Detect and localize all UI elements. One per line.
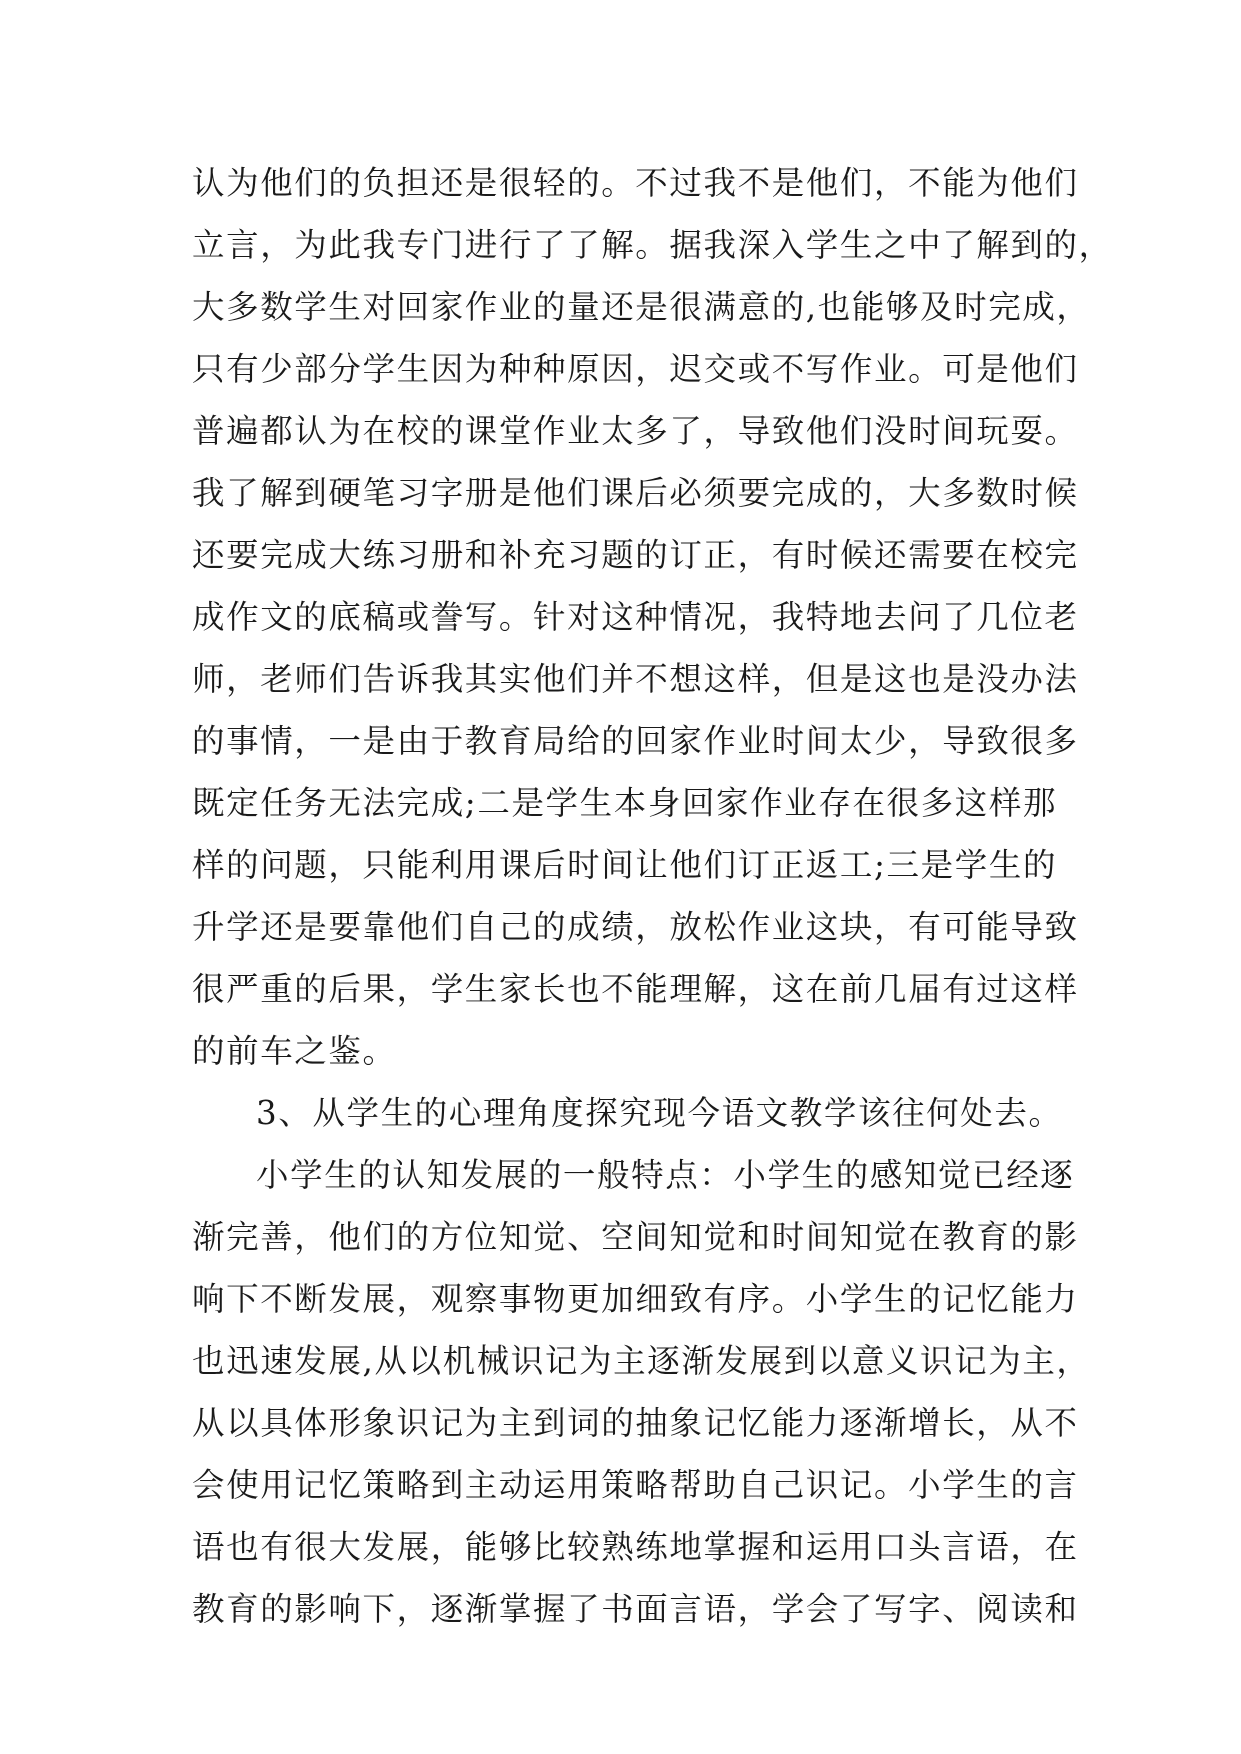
section-heading: 3、从学生的心理角度探究现今语文教学该往何处去。 bbox=[256, 1094, 1063, 1132]
text-line: 从以具体形象识记为主到词的抽象记忆能力逐渐增长，从不 bbox=[192, 1404, 1079, 1442]
text-line: 升学还是要靠他们自己的成绩，放松作业这块，有可能导致 bbox=[192, 908, 1079, 946]
text-line: 的前车之鉴。 bbox=[192, 1032, 397, 1070]
text-line: 成作文的底稿或誊写。针对这种情况，我特地去问了几位老 bbox=[192, 598, 1079, 636]
text-line: 师，老师们告诉我其实他们并不想这样，但是这也是没办法 bbox=[192, 660, 1079, 698]
text-line: 只有少部分学生因为种种原因，迟交或不写作业。可是他们 bbox=[192, 350, 1079, 388]
body-text bbox=[192, 152, 1113, 1640]
text-line: 我了解到硬笔习字册是他们课后必须要完成的，大多数时候 bbox=[192, 474, 1079, 512]
text-line: 既定任务无法完成;二是学生本身回家作业存在很多这样那 bbox=[192, 784, 1058, 822]
text-line: 渐完善，他们的方位知觉、空间知觉和时间知觉在教育的影 bbox=[192, 1218, 1079, 1256]
text-line: 认为他们的负担还是很轻的。不过我不是他们，不能为他们 bbox=[192, 164, 1079, 202]
text-line: 会使用记忆策略到主动运用策略帮助自己识记。小学生的言 bbox=[192, 1466, 1079, 1504]
text-line: 的事情，一是由于教育局给的回家作业时间太少，导致很多 bbox=[192, 722, 1079, 760]
text-line: 还要完成大练习册和补充习题的订正，有时候还需要在校完 bbox=[192, 536, 1079, 574]
paragraph-start-line: 小学生的认知发展的一般特点：小学生的感知觉已经逐 bbox=[256, 1156, 1075, 1194]
text-line: 立言，为此我专门进行了了解。据我深入学生之中了解到的， bbox=[192, 226, 1113, 264]
text-line: 语也有很大发展，能够比较熟练地掌握和运用口头言语，在 bbox=[192, 1528, 1079, 1566]
text-line: 很严重的后果，学生家长也不能理解，这在前几届有过这样 bbox=[192, 970, 1079, 1008]
text-line: 响下不断发展，观察事物更加细致有序。小学生的记忆能力 bbox=[192, 1280, 1079, 1318]
text-line: 普遍都认为在校的课堂作业太多了，导致他们没时间玩耍。 bbox=[192, 412, 1079, 450]
text-line: 样的问题，只能利用课后时间让他们订正返工;三是学生的 bbox=[192, 846, 1058, 884]
text-line: 教育的影响下，逐渐掌握了书面言语，学会了写字、阅读和 bbox=[192, 1590, 1079, 1628]
text-line: 也迅速发展,从以机械识记为主逐渐发展到以意义识记为主， bbox=[192, 1342, 1091, 1380]
text-line: 大多数学生对回家作业的量还是很满意的,也能够及时完成， bbox=[192, 288, 1091, 326]
